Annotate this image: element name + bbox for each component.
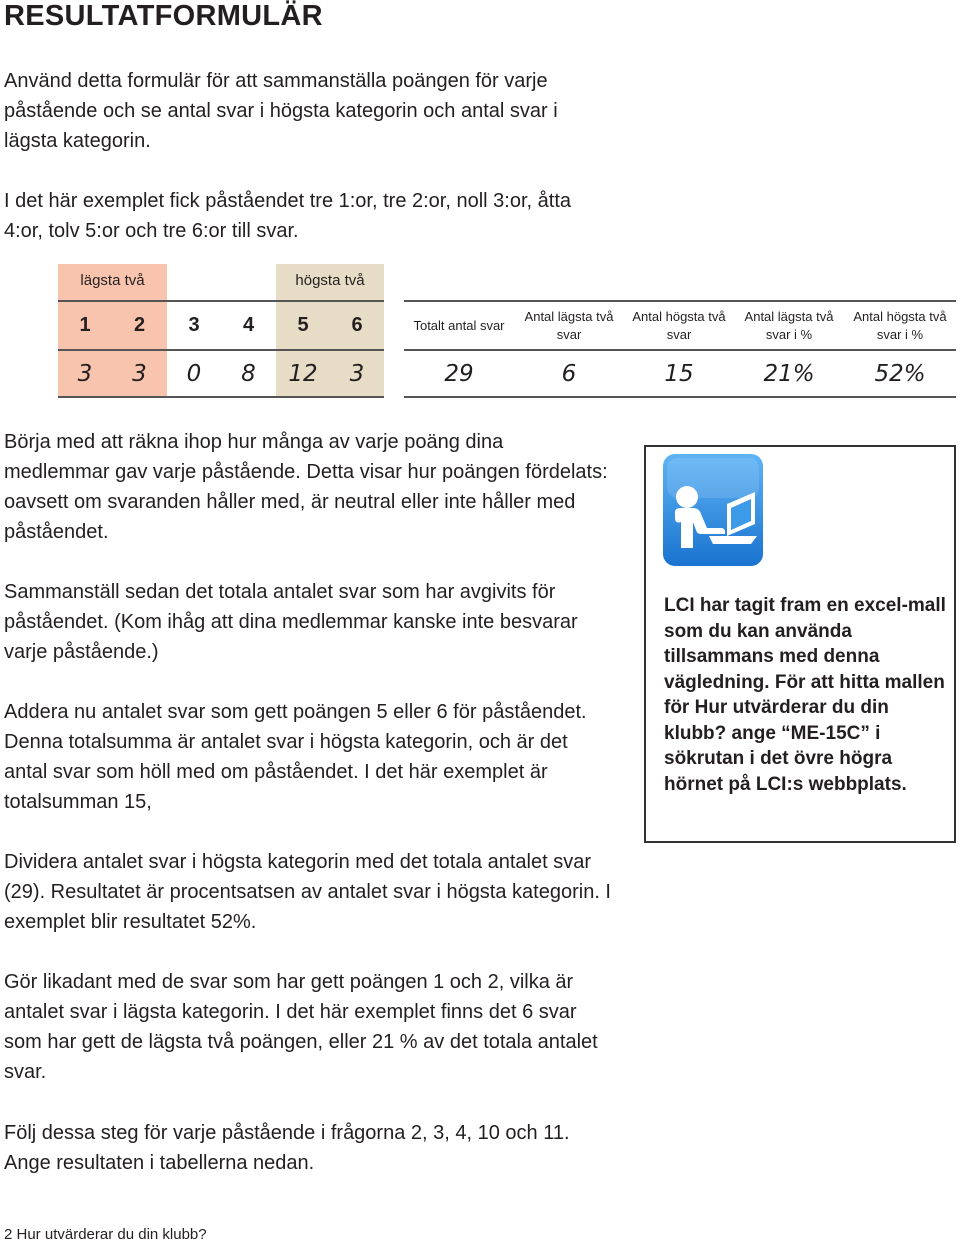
info-box-text: LCI har tagit fram en excel-mall som du kan använda tillsammans med denna vägledning. För att hitta mallen för Hur utvärderar du din klubb? ange “ME-15C” i sökrutan i det övre högra hörnet på LCI:s webbplats.	[664, 595, 946, 795]
result-value-high-pct: 52%	[874, 360, 926, 387]
score-header-2: 2	[133, 314, 146, 336]
score-value-2: 3	[132, 360, 147, 387]
result-table-bottom-line	[404, 396, 956, 398]
score-value-6: 3	[349, 360, 365, 387]
paragraph-follow-steps: Följ dessa steg för varje påstående i frågorna 2, 3, 4, 10 och 11. Ange resultaten i tabellerna nedan.	[4, 1122, 570, 1174]
info-box	[644, 445, 956, 843]
paragraph-low-category: Gör likadant med de svar som har gett poängen 1 och 2, vilka är antalet svar i lägsta kategorin. I det här exemplet finns det 6 svar som har gett de lägsta två poängen, eller 21 % av det totala antalet svar.	[4, 971, 598, 1083]
paragraph-count-scores: Börja med att räkna ihop hur många av varje poäng dina medlemmar gav varje påstående. Detta visar hur poängen fördelats: oavsett om svaranden håller med, är neutral eller inte håller med påståendet.	[4, 431, 608, 543]
score-header-1: 1	[79, 314, 91, 336]
result-header-low: Antal lägsta två svar	[524, 308, 614, 342]
paragraph-divide: Dividera antalet svar i högsta kategorin med det totala antalet svar (29). Resultatet är procentsatsen av antalet svar i högsta kategorin. I exemplet blir resultatet 52%.	[4, 851, 611, 933]
score-header-3: 3	[188, 314, 200, 336]
result-header-high-pct: Antal högsta två svar i %	[853, 308, 947, 342]
score-value-1: 3	[77, 360, 93, 387]
score-header-5: 5	[297, 314, 309, 336]
result-header-total: Totalt antal svar	[413, 317, 505, 333]
page-title: RESULTATFORMULÄR	[4, 0, 323, 32]
result-value-low: 6	[561, 360, 577, 387]
paragraph-total-responses: Sammanställ sedan det totala antalet svar som har avgivits för påståendet. (Kom ihåg att dina medlemmar kanske inte besvarar varje påstående.)	[4, 581, 578, 663]
score-table-bottom-line	[58, 396, 384, 398]
result-value-high: 15	[664, 360, 694, 387]
score-header-6: 6	[351, 314, 363, 336]
example-paragraph: I det här exemplet fick påståendet tre 1:or, tre 2:or, noll 3:or, åtta 4:or, tolv 5:or och tre 6:or till svar.	[4, 190, 571, 242]
result-table	[404, 300, 956, 398]
page-footer: 2 Hur utvärderar du din klubb?	[4, 1226, 207, 1243]
result-value-low-pct: 21%	[763, 360, 815, 387]
score-header-4: 4	[242, 314, 255, 336]
result-header-low-pct: Antal lägsta två svar i %	[744, 308, 834, 342]
person-laptop-icon	[661, 452, 765, 568]
score-table	[58, 264, 384, 398]
low-two-label: lägsta två	[80, 272, 145, 289]
paragraph-top-category: Addera nu antalet svar som gett poängen 5 eller 6 för påståendet. Denna totalsumma är antalet svar i högsta kategorin, och är det antal svar som höll med om påståendet. I det här exemplet är totalsumman 15,	[4, 701, 587, 813]
result-value-total: 29	[444, 360, 474, 387]
result-header-high: Antal högsta två svar	[632, 308, 726, 342]
score-value-3: 0	[186, 360, 202, 387]
score-value-5: 12	[288, 360, 318, 387]
intro-paragraph: Använd detta formulär för att sammanställa poängen för varje påstående och se antal svar i högsta kategorin och antal svar i lägsta kategorin.	[4, 70, 558, 152]
score-value-4: 8	[241, 360, 256, 387]
high-two-label: högsta två	[295, 272, 365, 289]
